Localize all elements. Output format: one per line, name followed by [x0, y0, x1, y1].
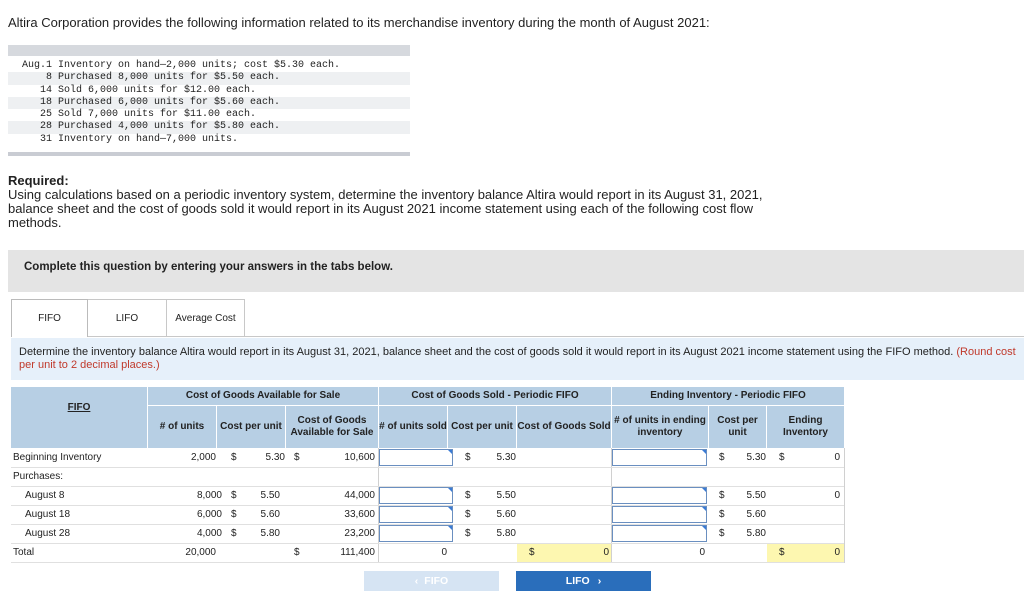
- data-line-text: Inventory on hand—2,000 units; cost $5.30 each.: [58, 60, 341, 71]
- tab-average-cost[interactable]: Average Cost: [167, 299, 245, 337]
- complete-banner: [8, 250, 1024, 292]
- row-divider: [11, 562, 844, 563]
- header-units-ending: # of units in ending inventory: [612, 406, 708, 448]
- aug18-sold-cost: 5.60: [496, 509, 516, 520]
- aug28-units-sold-input[interactable]: [379, 525, 453, 542]
- header-ending-group: Ending Inventory - Periodic FIFO: [612, 387, 844, 405]
- dollar-sign: $: [719, 490, 725, 501]
- dollar-sign: $: [465, 490, 471, 501]
- aug28-total: 23,200: [344, 528, 375, 539]
- row-label-beginning: Beginning Inventory: [13, 452, 102, 463]
- row-label-total: Total: [13, 547, 35, 558]
- aug8-sold-cost: 5.50: [496, 490, 516, 501]
- header-ending-inventory: Ending Inventory: [767, 406, 844, 448]
- beginning-end-cost: 5.30: [746, 452, 766, 463]
- tab-divider: [88, 336, 1024, 337]
- beginning-total: 10,600: [344, 452, 375, 463]
- aug28-units-ending-input[interactable]: [612, 525, 707, 542]
- data-line-text: Purchased 4,000 units for $5.80 each.: [58, 121, 281, 133]
- total-units-ending: 0: [699, 547, 705, 558]
- instruction-text: Determine the inventory balance Altira would report in its August 31, 2021, balance sheet and the cost of goods sold it would report in its August 2021 income statement using the FIFO method.: [19, 346, 954, 358]
- next-button[interactable]: [516, 571, 651, 591]
- dollar-sign: $: [719, 509, 725, 520]
- header-units-sold: # of units sold: [379, 406, 447, 448]
- required-heading: Required:: [8, 173, 69, 188]
- dollar-sign: $: [231, 490, 237, 501]
- dollar-sign: $: [294, 452, 300, 463]
- dollar-sign: $: [465, 509, 471, 520]
- prev-button[interactable]: [364, 571, 499, 591]
- total-cogas: 111,400: [340, 547, 375, 558]
- data-line-date: 31: [39, 133, 52, 145]
- aug18-units: 6,000: [196, 509, 222, 520]
- required-section: [8, 174, 778, 230]
- row-label-aug8: August 8: [25, 490, 65, 501]
- total-units: 20,000: [185, 547, 216, 558]
- beginning-cost: 5.30: [265, 452, 285, 463]
- dollar-sign: $: [529, 547, 535, 558]
- rounding-note: (Round cost per unit to 2 decimal places.): [19, 346, 1016, 371]
- data-line-date: 28: [39, 121, 52, 133]
- aug28-cost: 5.80: [260, 528, 280, 539]
- chevron-right-icon: ›: [597, 575, 602, 587]
- data-line-text: Sold 6,000 units for $12.00 each.: [58, 84, 257, 96]
- dollar-sign: $: [231, 452, 237, 463]
- data-line: [8, 121, 410, 133]
- data-line-date: 14: [39, 84, 52, 96]
- data-line: [8, 72, 410, 84]
- complete-banner-text: Complete this question by entering your answers in the tabs below.: [24, 261, 393, 273]
- tab-fifo[interactable]: FIFO: [11, 299, 88, 337]
- next-button-label: LIFO: [565, 575, 590, 587]
- purchases-label: Purchases:: [13, 471, 64, 482]
- data-line-date: 25: [39, 109, 52, 121]
- aug8-total: 44,000: [344, 490, 375, 501]
- header-cogs-group: Cost of Goods Sold - Periodic FIFO: [379, 387, 611, 405]
- aug18-end-cost: 5.60: [746, 509, 766, 520]
- method-tabs: [11, 299, 245, 337]
- dollar-sign: $: [779, 547, 785, 558]
- beginning-end-total: 0: [834, 452, 840, 463]
- dollar-sign: $: [231, 509, 237, 520]
- header-units: # of units: [148, 406, 216, 448]
- aug28-units: 4,000: [196, 528, 222, 539]
- header-cogas-group: Cost of Goods Available for Sale: [148, 387, 378, 405]
- row-label-aug28: August 28: [25, 528, 71, 539]
- data-line-text: Purchased 8,000 units for $5.50 each.: [58, 72, 281, 84]
- dollar-sign: $: [465, 452, 471, 463]
- row-label-aug18: August 18: [25, 509, 71, 520]
- header-cost-per-unit: Cost per unit: [217, 406, 285, 448]
- method-label: FIFO: [67, 401, 91, 413]
- dollar-sign: $: [719, 452, 725, 463]
- aug18-units-ending-input[interactable]: [612, 506, 707, 523]
- aug8-cost: 5.50: [260, 490, 280, 501]
- header-cost-per-unit-sold: Cost per unit: [448, 406, 516, 448]
- tab-lifo[interactable]: LIFO: [88, 299, 167, 337]
- aug18-units-sold-input[interactable]: [379, 506, 453, 523]
- aug8-end-cost: 5.50: [746, 490, 766, 501]
- beginning-sold-cost: 5.30: [496, 452, 516, 463]
- dollar-sign: $: [779, 452, 785, 463]
- data-line-text: Sold 7,000 units for $11.00 each.: [58, 109, 257, 121]
- dollar-sign: $: [465, 528, 471, 539]
- aug8-end-total: 0: [834, 490, 840, 501]
- aug28-end-cost: 5.80: [746, 528, 766, 539]
- aug8-units-sold-input[interactable]: [379, 487, 453, 504]
- data-line: [8, 134, 410, 146]
- prev-button-label: FIFO: [424, 575, 449, 587]
- aug18-total: 33,600: [344, 509, 375, 520]
- aug8-units-ending-input[interactable]: [612, 487, 707, 504]
- required-text: Using calculations based on a periodic inventory system, determine the inventory balance Altira would report in its August 31, 2021, balance sheet and the cost of goods sold it would report in its August 2021 income statement using each of the following cost flow methods.: [8, 187, 763, 230]
- row-divider: [11, 467, 844, 468]
- data-line: [8, 97, 410, 109]
- intro-text: Altira Corporation provides the following information related to its merchandise inventory during the month of August 2021:: [8, 15, 710, 30]
- inventory-data-block: [8, 45, 410, 156]
- total-cogs: 0: [603, 547, 609, 558]
- dollar-sign: $: [231, 528, 237, 539]
- beginning-units-ending-input[interactable]: [612, 449, 707, 466]
- dollar-sign: $: [719, 528, 725, 539]
- aug28-sold-cost: 5.80: [496, 528, 516, 539]
- data-line-text: Purchased 6,000 units for $5.60 each.: [58, 96, 281, 108]
- data-line-date: 8: [45, 72, 52, 84]
- data-line: [8, 109, 410, 121]
- total-units-sold: 0: [441, 547, 447, 558]
- header-cost-per-unit-ending: Cost per unit: [709, 406, 766, 448]
- total-ending-inventory: 0: [834, 547, 840, 558]
- header-cogas: Cost of Goods Available for Sale: [286, 406, 378, 448]
- divider: [844, 448, 845, 563]
- header-cogs: Cost of Goods Sold: [517, 406, 611, 448]
- header-method: [11, 387, 147, 448]
- data-line-text: Inventory on hand—7,000 units.: [58, 133, 239, 145]
- chevron-left-icon: ‹: [414, 575, 419, 587]
- beginning-units-sold-input[interactable]: [379, 449, 453, 466]
- data-line-date: 18: [39, 96, 52, 108]
- dollar-sign: $: [294, 547, 300, 558]
- instruction-box: [11, 338, 1024, 380]
- data-line: [8, 85, 410, 97]
- beginning-units: 2,000: [190, 452, 216, 463]
- aug8-units: 8,000: [196, 490, 222, 501]
- aug18-cost: 5.60: [260, 509, 280, 520]
- data-line-date: Aug.1: [21, 60, 52, 71]
- data-line: [8, 60, 410, 72]
